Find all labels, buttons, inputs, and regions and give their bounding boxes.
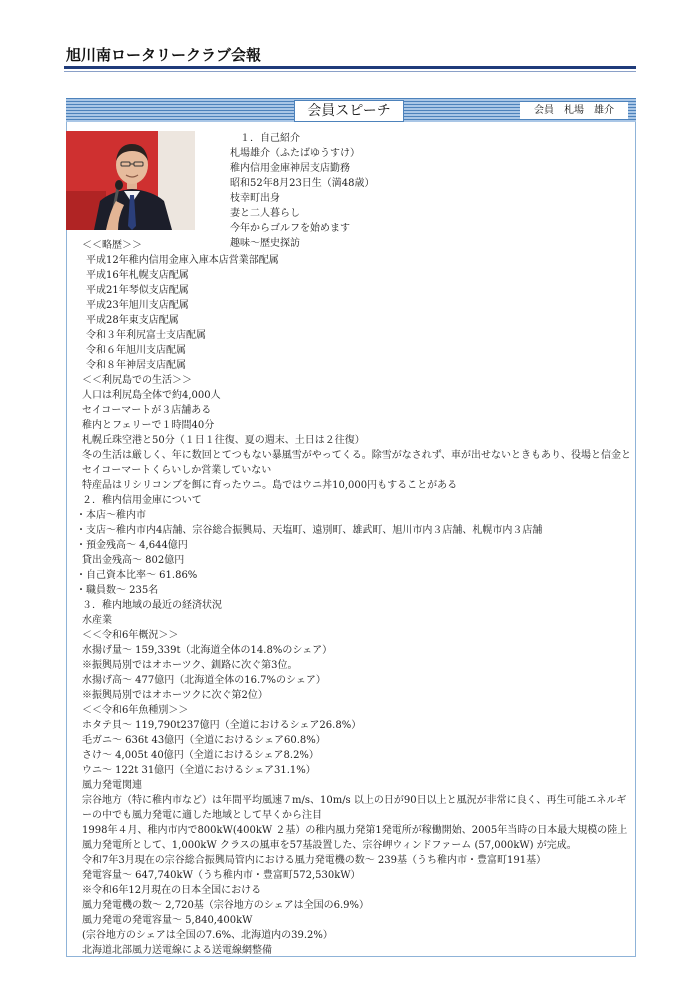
body-line: 水産業: [82, 615, 112, 626]
body-line: 令和８年神居支店配属: [86, 360, 186, 371]
speaker-photo-illustration: [66, 131, 195, 230]
header-rule-thin: [64, 71, 636, 72]
body-line: 平成16年札幌支店配属: [86, 270, 189, 281]
body-line: 特産品はリシリコンブを餌に育ったウニ。島ではウニ丼10,000円もすることがある: [82, 480, 458, 491]
body-line: 1998年４月、稚内市内で800kW(400kW ２基）の稚内風力発第1発電所が稼働開始、2005年当時の日本最大規模の陸上風力発電所として、1,000kW クラスの風車を57基設置した、宗谷岬ウィンドファーム (57,000kW) が完成。: [82, 825, 628, 851]
body-line: 水揚げ高～ 477億円（北海道全体の16.7%のシェア）: [82, 675, 326, 686]
body-line: 令和３年利尻富士支店配属: [86, 330, 206, 341]
body-line: 平成23年旭川支店配属: [86, 300, 189, 311]
body-line: 人口は利尻島全体で約4,000人: [82, 390, 221, 401]
intro-line: 今年からゴルフを始めます: [230, 223, 350, 234]
header-rule: [64, 66, 636, 69]
intro-line: 趣味～歴史探訪: [230, 238, 300, 249]
body-line: 平成12年稚内信用金庫入庫本店営業部配属: [86, 255, 279, 266]
intro-line: 札場雄介（ふたばゆうすけ）: [230, 148, 360, 159]
body-line: 発電容量～ 647,740kW（うち稚内市・豊富町572,530kW）: [82, 870, 361, 881]
body-line: 札幌丘珠空港と50分（１日１往復、夏の週末、土日は２往復）: [82, 435, 365, 446]
body-line: ・預金残高～ 4,644億円: [76, 540, 188, 551]
body-line: ＜＜利尻島での生活＞＞: [82, 375, 192, 386]
body-line: ・本店～稚内市: [76, 510, 146, 521]
body-line: ホタテ貝～ 119,790t237億円（全道におけるシェア26.8%）: [82, 720, 362, 731]
body-line: 風力発電関連: [82, 780, 142, 791]
body-line: 風力発電機の数～ 2,720基（宗谷地方のシェアは全国の6.9%）: [82, 900, 370, 911]
body-line: ※令和6年12月現在の日本全国における: [82, 885, 262, 896]
body-line: ※振興局別ではオホーツクに次ぐ第2位）: [82, 690, 268, 701]
body-line: 毛ガニ～ 636t 43億円（全道におけるシェア60.8%）: [82, 735, 326, 746]
body-line: 令和7年3月現在の宗谷総合振興局管内における風力発電機の数～ 239基（うち稚内市・豊富町191基）: [82, 855, 547, 866]
club-bulletin-title: 旭川南ロータリークラブ会報: [66, 46, 262, 64]
body-line: ２．稚内信用金庫について: [82, 495, 202, 506]
intro-line: 妻と二人暮らし: [230, 208, 300, 219]
body-line: ＜＜令和6年魚種別＞＞: [82, 705, 189, 716]
intro-line: １．自己紹介: [240, 133, 300, 144]
body-line: 北海道北部風力送電線による送電線網整備: [82, 945, 272, 956]
body-line: ・支店～稚内市内4店舗、宗谷総合振興局、天塩町、遠別町、雄武町、旭川市内３店舗、札幌市内３店舗: [76, 525, 543, 536]
body-line: ※振興局別ではオホーツク、釧路に次ぐ第3位。: [82, 660, 298, 671]
self-introduction: [230, 131, 375, 251]
intro-line: 稚内信用金庫神居支店勤務: [230, 163, 350, 174]
body-line: セイコーマートが３店舗ある: [82, 405, 212, 416]
body-line: 貸出金残高～ 802億円: [82, 555, 185, 566]
body-line: 平成21年琴似支店配属: [86, 285, 189, 296]
body-line: さけ～ 4,005t 40億円（全道におけるシェア8.2%）: [82, 750, 319, 761]
body-line: ・職員数～ 235名: [76, 585, 159, 596]
speaker-name: 会員 札場 雄介: [520, 102, 628, 119]
body-line: ＜＜略歴＞＞: [82, 240, 142, 251]
body-line: ＜＜令和6年概況＞＞: [82, 630, 179, 641]
body-line: 水揚げ量～ 159,339t（北海道全体の14.8%のシェア）: [82, 645, 333, 656]
body-line: 平成28年東支店配属: [86, 315, 179, 326]
intro-line: 昭和52年8月23日生（満48歳）: [230, 178, 375, 189]
body-line: (宗谷地方のシェアは全国の7.6%、北海道内の39.2%）: [82, 930, 333, 941]
body-line: ３．稚内地域の最近の経済状況: [82, 600, 222, 611]
body-line: ウニ～ 122t 31億円（全道におけるシェア31.1%）: [82, 765, 316, 776]
body-line: 風力発電の発電容量～ 5,840,400kW: [82, 915, 253, 926]
intro-line: 枝幸町出身: [230, 193, 280, 204]
body-line: 令和６年旭川支店配属: [86, 345, 186, 356]
speech-body: [76, 238, 632, 958]
speaker-photo: [66, 131, 195, 230]
body-line: ・自己資本比率～ 61.86%: [76, 570, 198, 581]
body-line: 冬の生活は厳しく、年に数回とてつもない暴風雪がやってくる。除雪がなされず、車が出せないときもあり、役場と信金とセイコーマートくらいしか営業していない: [82, 450, 631, 476]
body-line: 稚内とフェリーで１時間40分: [82, 420, 215, 431]
section-title: 会員スピーチ: [294, 100, 404, 122]
body-line: 宗谷地方（特に稚内市など）は年間平均風速７m/s、10m/s 以上の日が90日以上と風況が非常に良く、再生可能エネルギーの中でも風力発電に適した地域として早くから注目: [82, 795, 627, 821]
